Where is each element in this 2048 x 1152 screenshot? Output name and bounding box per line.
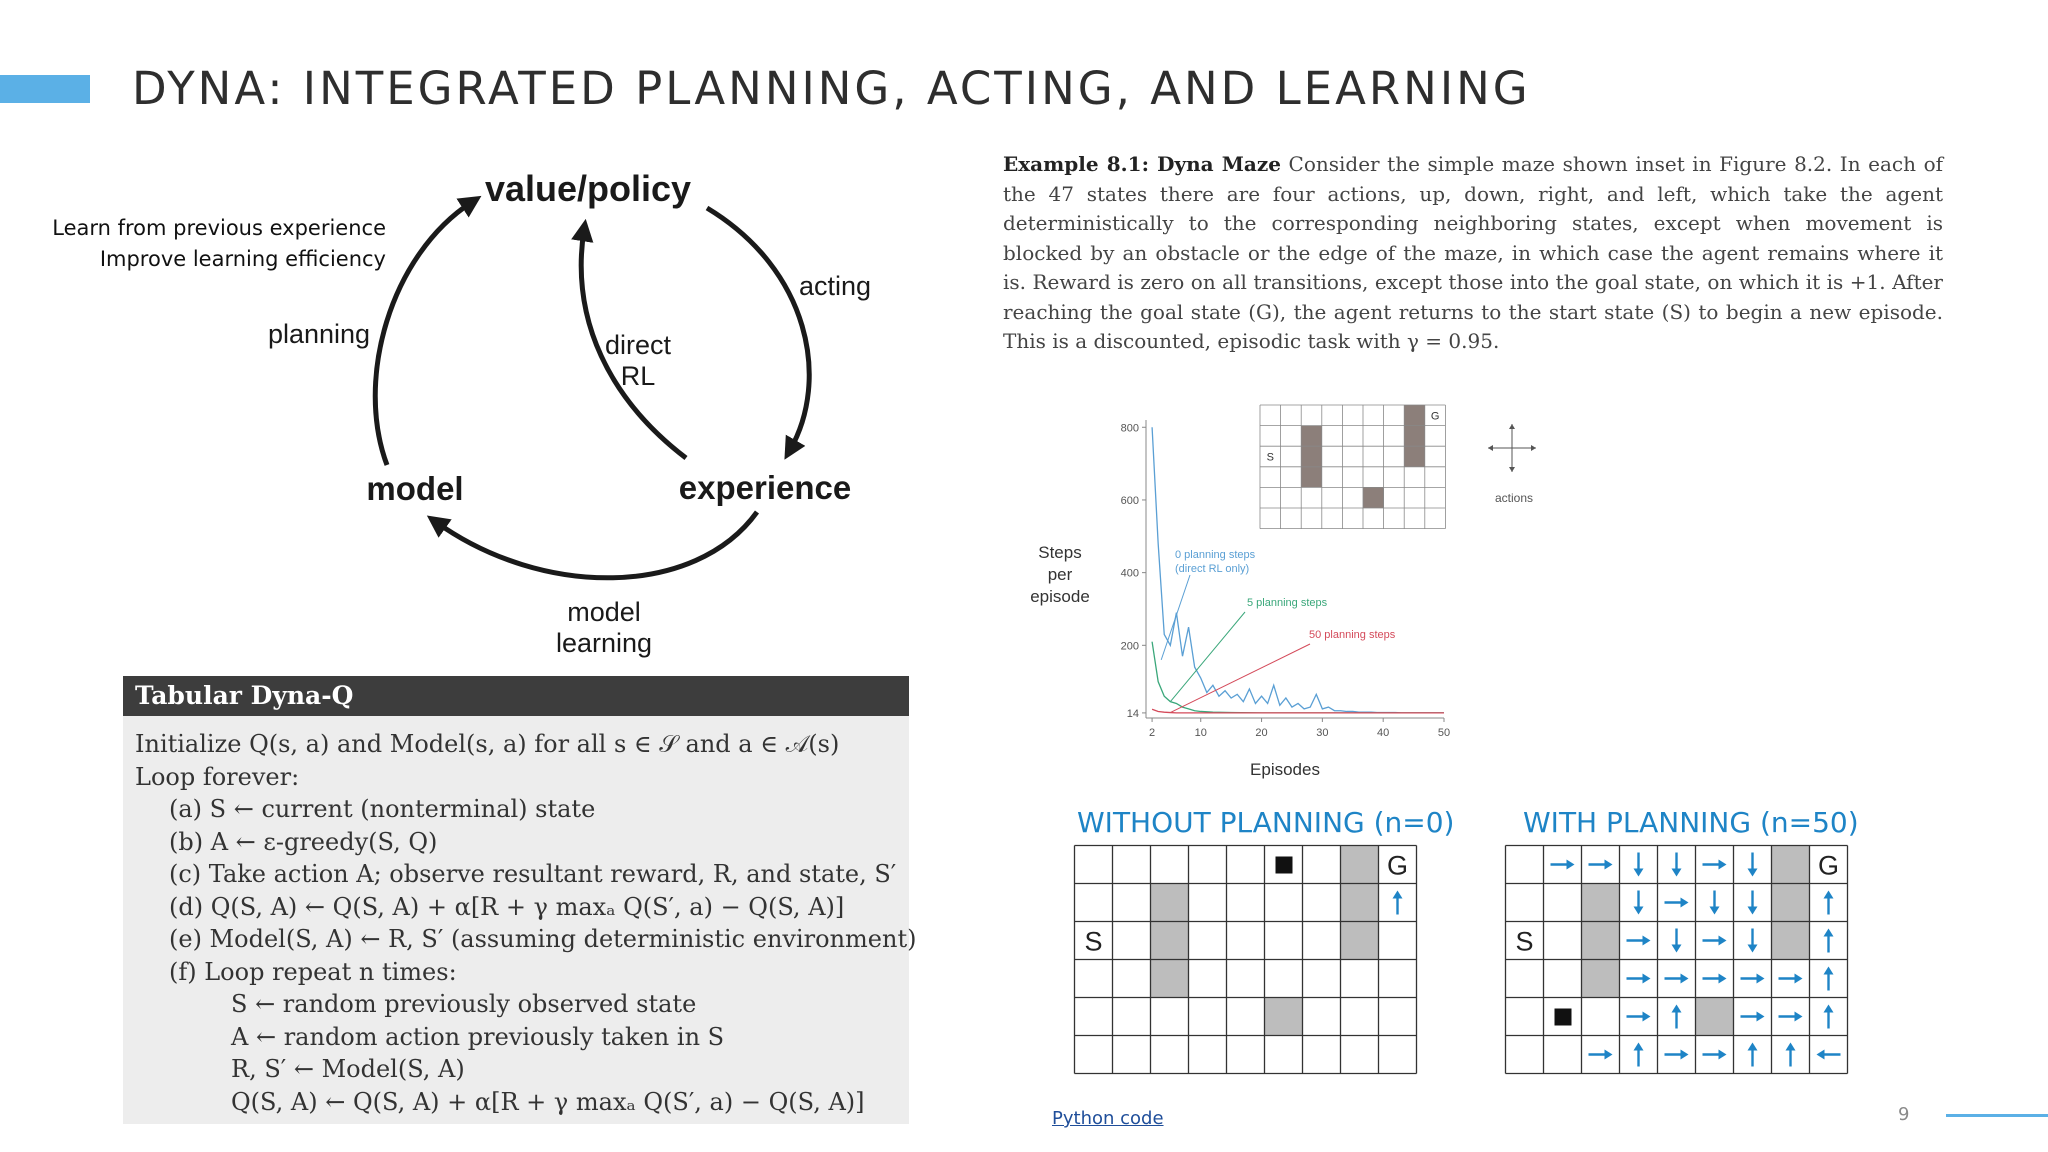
policy-arrow-right [1719,974,1727,984]
x-axis-label: Episodes [1250,760,1320,779]
policy-arrow-right [1757,1012,1765,1022]
policy-arrow-down [1672,869,1682,877]
example-text [1003,150,1943,357]
policy-arrow-right [1757,974,1765,984]
policy-arrow-right [1719,1050,1727,1060]
grid-obstacle [1582,884,1620,922]
inset-goal-label: G [1430,410,1440,423]
grid-title-with-planning: WITH PLANNING (n=50) [1523,806,1859,839]
algorithm-line: (e) Model(S, A) ← R, S′ (assuming deterministic environment) [169,925,917,953]
policy-arrow-up [1748,1043,1758,1051]
grid-obstacle [1341,846,1379,884]
footer-accent-line [1946,1114,2048,1117]
algorithm-line: (d) Q(S, A) ← Q(S, A) + α[R + γ maxₐ Q(S′, a) − Q(S, A)] [169,892,845,921]
x-tick-label: 20 [1255,727,1268,739]
inset-obstacle [1404,446,1425,467]
policy-arrow-right [1605,1050,1613,1060]
inset-obstacle [1301,446,1322,467]
policy-arrow-up [1824,1005,1834,1013]
acting-arrow [707,208,809,450]
policy-arrow-down [1672,945,1682,953]
grid-obstacle [1696,998,1734,1036]
note-line-1: Learn from previous experience [52,216,386,240]
policy-arrow-down [1748,907,1758,915]
x-tick-label: 50 [1437,727,1451,739]
example-body: Consider the simple maze shown inset in Figure 8.2. In each of the 47 states there are four actions, up, down, right, and left, which take the agent deterministically to the corresponding neighboring states, except when movement is blocked by an obstacle or the edge of the maze, in which case the agent remains where it is. Reward is zero on all transitions, except those into the goal state, on which it is +1. After reaching the goal state (G), the agent returns to the start state (S) to begin a new episode. This is a discounted, episodic task with γ = 0.95. [1003,152,1944,353]
grid-obstacle [1265,998,1303,1036]
label-model-learning-2: learning [555,628,653,658]
algorithm-line: S ← random previously observed state [231,990,697,1018]
grid-obstacle [1151,922,1189,960]
algorithm-line: (a) S ← current (nonterminal) state [169,795,596,823]
page-number: 9 [1898,1104,1910,1125]
y-tick-label: 800 [1120,422,1139,435]
node-value-policy: value/policy [484,168,692,209]
policy-arrow-up [1824,891,1834,899]
python-code-link[interactable]: Python code [1052,1108,1164,1129]
label-model-learning-1: model [567,597,641,627]
series-label: 5 planning steps [1247,597,1328,609]
series-label: (direct RL only) [1175,563,1250,575]
policy-arrow-up [1824,967,1834,975]
series-leader-line [1170,612,1245,702]
y-tick-label: 400 [1120,567,1139,580]
policy-arrow-up [1786,1043,1796,1051]
policy-grid-with-planning [1504,844,1852,1076]
algorithm-line: (b) A ← ε-greedy(S, Q) [169,827,438,856]
y-tick-label: 600 [1120,494,1139,507]
y-axis-label-part: episode [1030,587,1090,606]
inset-start-label: S [1266,451,1274,464]
algorithm-line: (f) Loop repeat n times: [169,957,457,986]
policy-arrow-down [1634,869,1644,877]
algorithm-line: Loop forever: [135,762,300,791]
grid-obstacle [1341,884,1379,922]
algorithm-box [123,676,917,1124]
policy-arrow-right [1719,860,1727,870]
series-leader-line [1161,575,1190,660]
grid-title-without-planning: WITHOUT PLANNING (n=0) [1077,806,1455,839]
label-acting: acting [798,271,872,301]
algorithm-line: Initialize Q(s, a) and Model(s, a) for all s ∈ 𝒮 and a ∈ 𝒜(s) [135,730,840,758]
actions-arrowhead [1531,445,1536,451]
y-axis-label-part: per [1047,565,1073,584]
algorithm-line: A ← random action previously taken in S [231,1022,725,1051]
policy-arrow-right [1567,860,1575,870]
label-direct: direct [604,330,672,360]
node-model: model [366,470,464,507]
maze-inset [1260,405,1536,529]
policy-arrow-right [1719,936,1727,946]
series-line [1152,642,1444,713]
policy-arrow-right [1795,1012,1803,1022]
label-planning: planning [267,319,371,349]
grid-obstacle [1151,884,1189,922]
grid-start-label: S [1084,926,1103,957]
agent-marker [1276,857,1293,874]
grid-obstacle [1582,960,1620,998]
chart-axes [1030,420,1450,779]
algorithm-line: Q(S, A) ← Q(S, A) + α[R + γ maxₐ Q(S′, a) − Q(S, A)] [231,1087,865,1116]
policy-arrow-down [1748,869,1758,877]
node-experience: experience [678,469,852,506]
grid-start-label: S [1515,926,1534,957]
policy-arrow-down [1634,907,1644,915]
algorithm-line: R, S′ ← Model(S, A) [231,1055,465,1083]
policy-arrow-right [1643,974,1651,984]
inset-obstacle [1301,467,1322,488]
grid-obstacle [1341,922,1379,960]
policy-grid-without-planning [1073,844,1421,1076]
planning-arrow [375,202,472,465]
grid-obstacle [1151,960,1189,998]
x-tick-label: 30 [1316,727,1329,739]
policy-arrow-right [1605,860,1613,870]
actions-arrowhead [1509,467,1515,472]
algorithm-line: (c) Take action A; observe resultant reward, R, and state, S′ [169,860,897,888]
policy-arrow-right [1681,898,1689,908]
algorithm-header: Tabular Dyna-Q [123,676,909,716]
x-tick-label: 10 [1194,727,1207,739]
policy-arrow-up [1672,1005,1682,1013]
series-label: 0 planning steps [1175,549,1256,561]
y-tick-label: 200 [1120,640,1139,653]
algorithm-body [123,716,917,1118]
example-heading: Example 8.1: Dyna Maze [1003,152,1281,176]
policy-arrow-up [1393,891,1403,899]
note-line-2: Improve learning efficiency [99,247,386,271]
grid-goal-label: G [1386,850,1409,881]
policy-arrow-left [1817,1050,1825,1060]
label-rl: RL [620,361,656,391]
policy-arrow-right [1643,936,1651,946]
policy-arrow-right [1795,974,1803,984]
learning-curve-chart [1020,400,1580,790]
policy-arrow-right [1681,1050,1689,1060]
x-tick-label: 40 [1377,727,1390,739]
y-axis-label-part: Steps [1038,543,1082,562]
chart-series [1152,427,1444,713]
policy-arrow-down [1710,907,1720,915]
actions-arrowhead [1509,424,1515,429]
inset-obstacle [1301,426,1322,447]
grid-obstacle [1582,922,1620,960]
x-tick-label: 2 [1149,727,1156,739]
grid-obstacle [1772,846,1810,884]
actions-arrowhead [1488,445,1493,451]
inset-obstacle [1404,405,1425,426]
policy-arrow-up [1634,1043,1644,1051]
slide-title: DYNA: INTEGRATED PLANNING, ACTING, AND LEARNING [132,62,1531,115]
title-accent-bar [0,75,90,103]
policy-arrow-right [1643,1012,1651,1022]
inset-obstacle [1404,426,1425,447]
y-tick-label: 14 [1126,707,1139,720]
model-learning-arrow [436,512,757,578]
policy-arrow-right [1681,974,1689,984]
policy-arrow-up [1824,929,1834,937]
agent-marker [1555,1009,1572,1026]
grid-obstacle [1772,884,1810,922]
grid-goal-label: G [1817,850,1840,881]
policy-arrow-down [1748,945,1758,953]
inset-actions-label: actions [1494,491,1534,505]
dyna-cycle-diagram [240,150,900,670]
series-label: 50 planning steps [1309,629,1396,641]
grid-obstacle [1772,922,1810,960]
inset-obstacle [1363,487,1384,508]
